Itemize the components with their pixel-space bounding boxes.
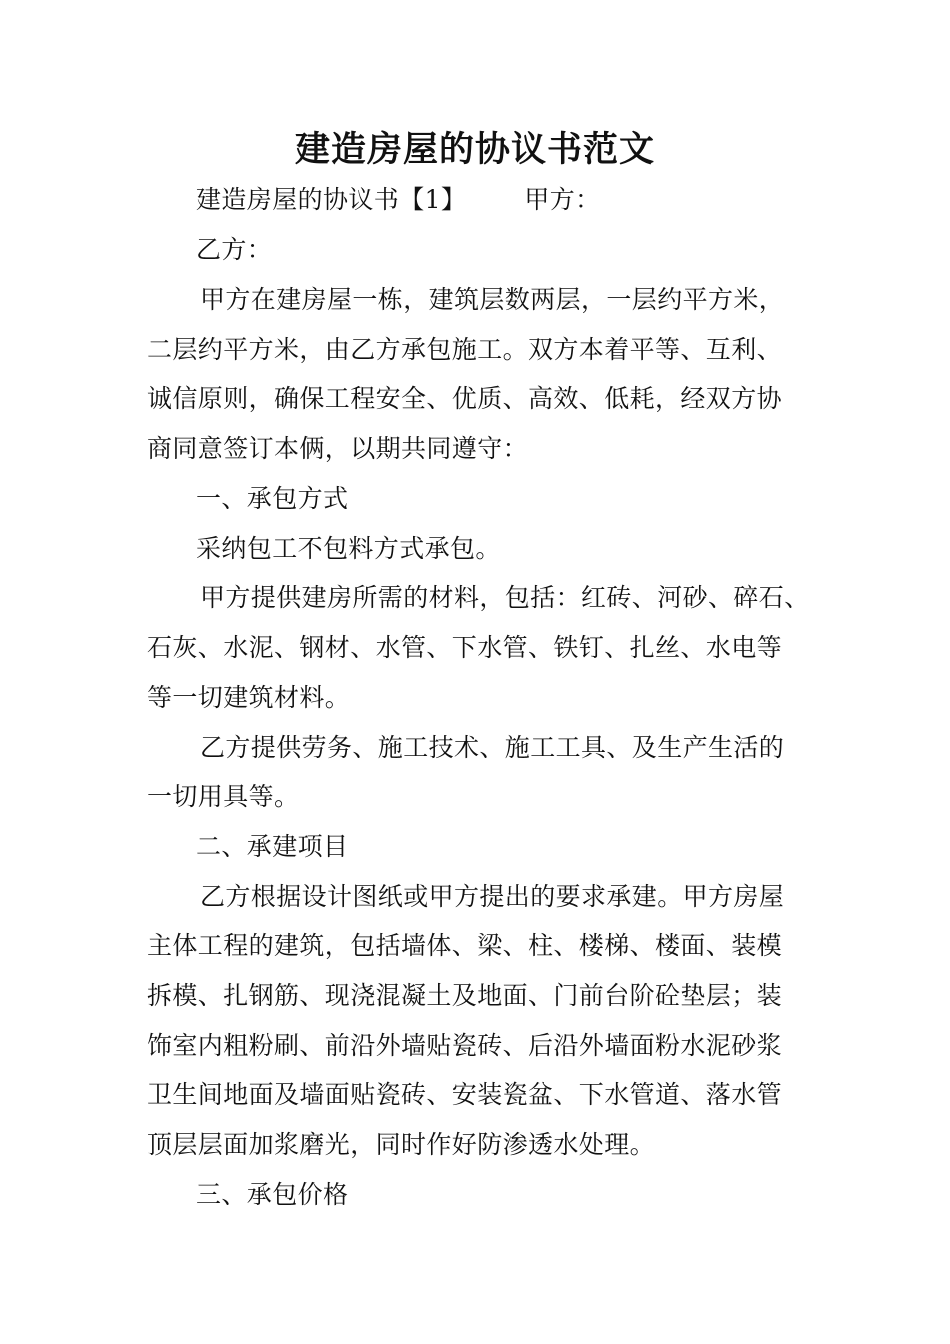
section2-para1-line-1: 乙方根据设计图纸或甲方提出的要求承建。甲方房屋: [200, 882, 785, 911]
section1-para3-line-1: 乙方提供劳务、施工技术、施工工具、及生产生活的: [200, 733, 785, 762]
section2-para1-line-6: 顶层层面加浆磨光，同时作好防渗透水处理。: [147, 1130, 656, 1159]
subtitle: 建造房屋的协议书【1】: [196, 185, 467, 214]
section3-heading: 三、承包价格: [196, 1180, 349, 1209]
section2-para1-line-2: 主体工程的建筑，包括墙体、梁、柱、楼梯、楼面、装模: [147, 931, 783, 960]
intro-line-1: 甲方在建房屋一栋，建筑层数两层，一层约平方米，: [200, 285, 785, 314]
section2-para1-line-5: 卫生间地面及墙面贴瓷砖、安装瓷盆、下水管道、落水管: [147, 1080, 783, 1109]
section1-para3-line-2: 一切用具等。: [147, 782, 300, 811]
section1-para2-line-2: 石灰、水泥、钢材、水管、下水管、铁钉、扎丝、水电等: [147, 633, 783, 662]
party-b-label: 乙方：: [196, 235, 273, 264]
document-title: 建造房屋的协议书范文: [294, 129, 655, 170]
section1-para1: 采纳包工不包料方式承包。: [196, 534, 501, 563]
section1-para2-line-1: 甲方提供建房所需的材料，包括：红砖、河砂、碎石、: [200, 583, 810, 612]
section2-para1-line-3: 拆模、扎钢筋、现浇混凝土及地面、门前台阶砼垫层；装: [147, 981, 783, 1010]
section1-para2-line-3: 等一切建筑材料。: [147, 683, 351, 712]
intro-line-2: 二层约平方米，由乙方承包施工。双方本着平等、互利、: [147, 335, 783, 364]
party-a-label: 甲方：: [524, 185, 601, 214]
intro-line-3: 诚信原则，确保工程安全、优质、高效、低耗，经双方协: [147, 384, 783, 413]
subtitle-line: [196, 182, 601, 218]
section1-heading: 一、承包方式: [196, 484, 349, 513]
section2-para1-line-4: 饰室内粗粉刷、前沿外墙贴瓷砖、后沿外墙面粉水泥砂浆: [147, 1031, 783, 1060]
section2-heading: 二、承建项目: [196, 832, 349, 861]
intro-line-4: 商同意签订本俩，以期共同遵守：: [147, 434, 529, 463]
